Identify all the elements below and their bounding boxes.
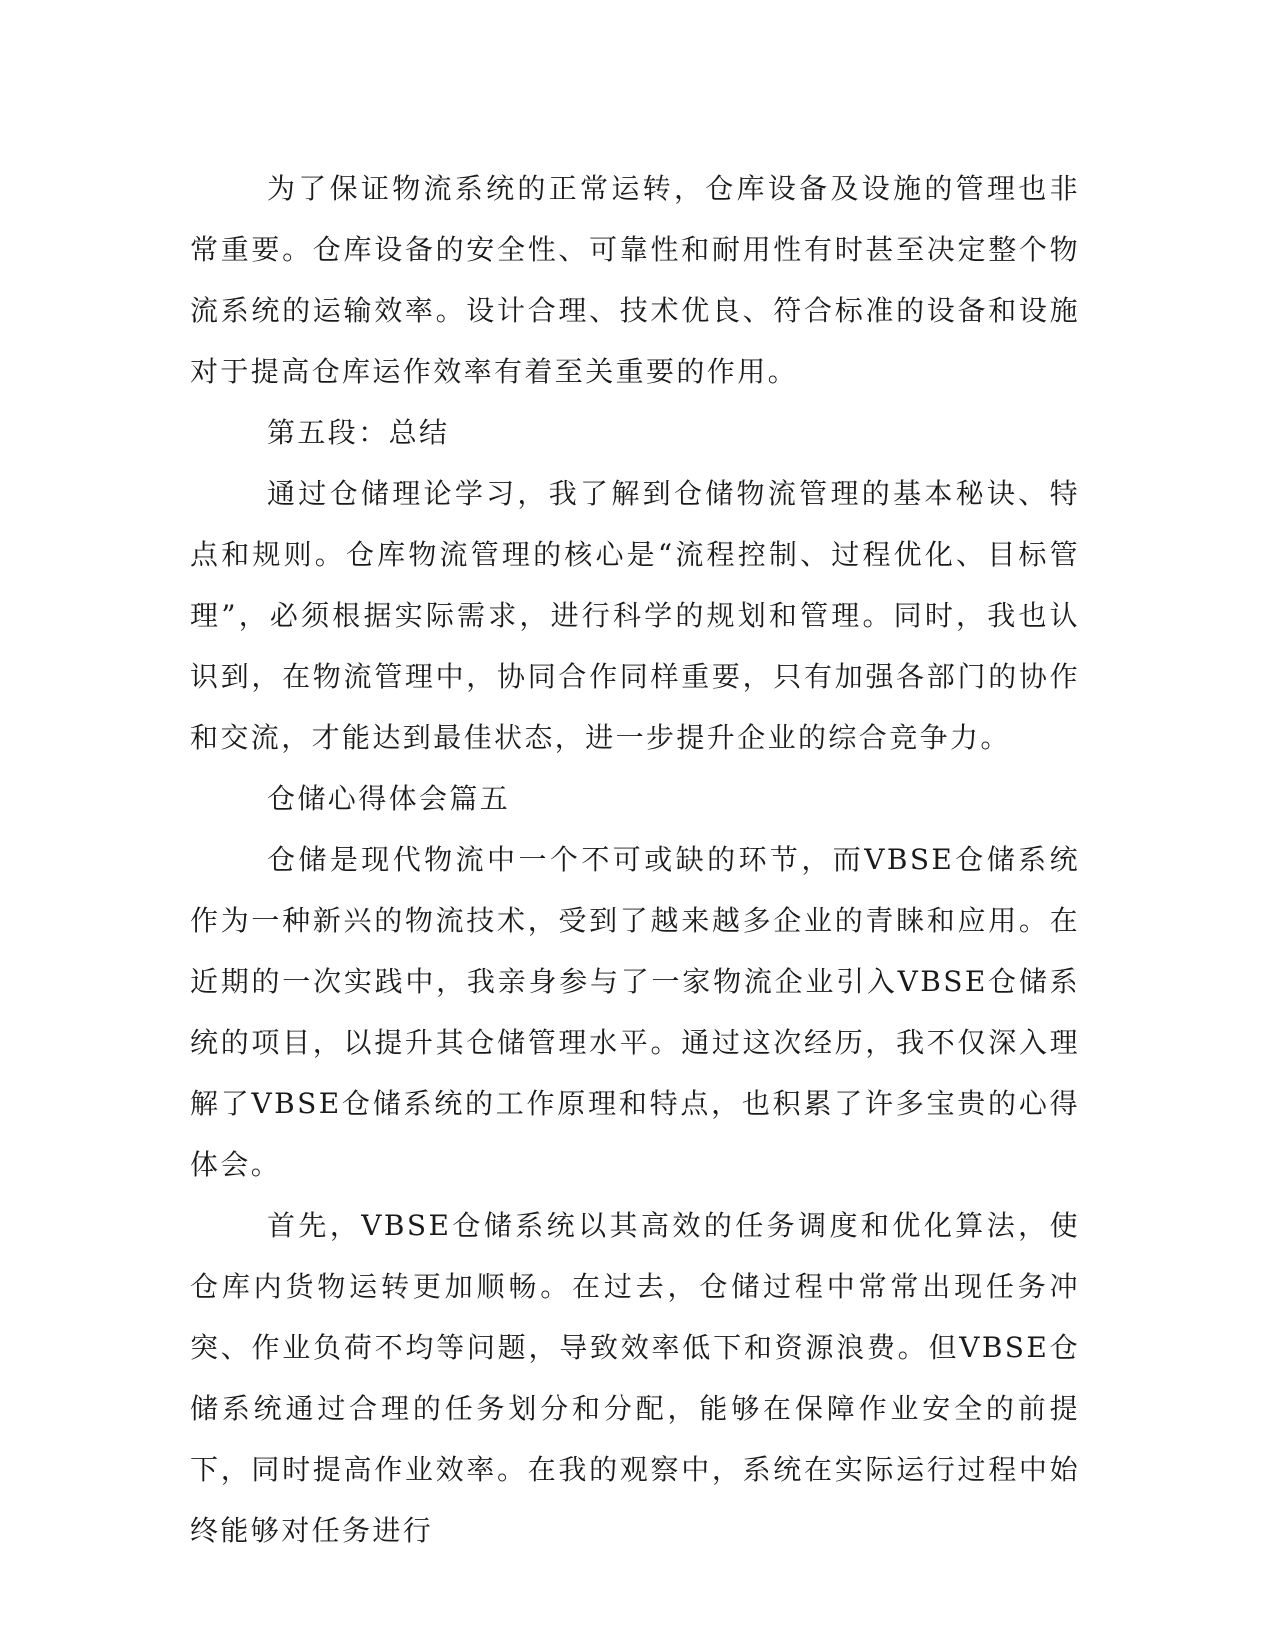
paragraph-vbse-intro: 仓储是现代物流中一个不可或缺的环节，而VBSE仓储系统作为一种新兴的物流技术，受到了越来越多企业的青睐和应用。在近期的一次实践中，我亲身参与了一家物流企业引入VBSE仓储系统的项目，以提升其仓储管理水平。通过这次经历，我不仅深入理解了VBSE仓储系统的工作原理和特点，也积累了许多宝贵的心得体会。: [190, 843, 1080, 1181]
article-title-part-five: 仓储心得体会篇五: [267, 782, 511, 815]
paragraph-summary: 通过仓储理论学习，我了解到仓储物流管理的基本秘诀、特点和规则。仓库物流管理的核心是“流程控制、过程优化、目标管理”，必须根据实际需求，进行科学的规划和管理。同时，我也认识到，在物流管理中，协同合作同样重要，只有加强各部门的协作和交流，才能达到最佳状态，进一步提升企业的综合竞争力。: [190, 477, 1080, 754]
paragraph-equipment-management: 为了保证物流系统的正常运转，仓库设备及设施的管理也非常重要。仓库设备的安全性、可靠性和耐用性有时甚至决定整个物流系统的运输效率。设计合理、技术优良、符合标准的设备和设施对于提高仓库运作效率有着至关重要的作用。: [190, 172, 1080, 388]
document-body: [190, 158, 1080, 1561]
paragraph-vbse-first: 首先，VBSE仓储系统以其高效的任务调度和优化算法，使仓库内货物运转更加顺畅。在过去，仓储过程中常常出现任务冲突、作业负荷不均等问题，导致效率低下和资源浪费。但VBSE仓储系统通过合理的任务划分和分配，能够在保障作业安全的前提下，同时提高作业效率。在我的观察中，系统在实际运行过程中始终能够对任务进行: [190, 1209, 1080, 1547]
section-heading-summary: 第五段：总结: [267, 416, 450, 449]
